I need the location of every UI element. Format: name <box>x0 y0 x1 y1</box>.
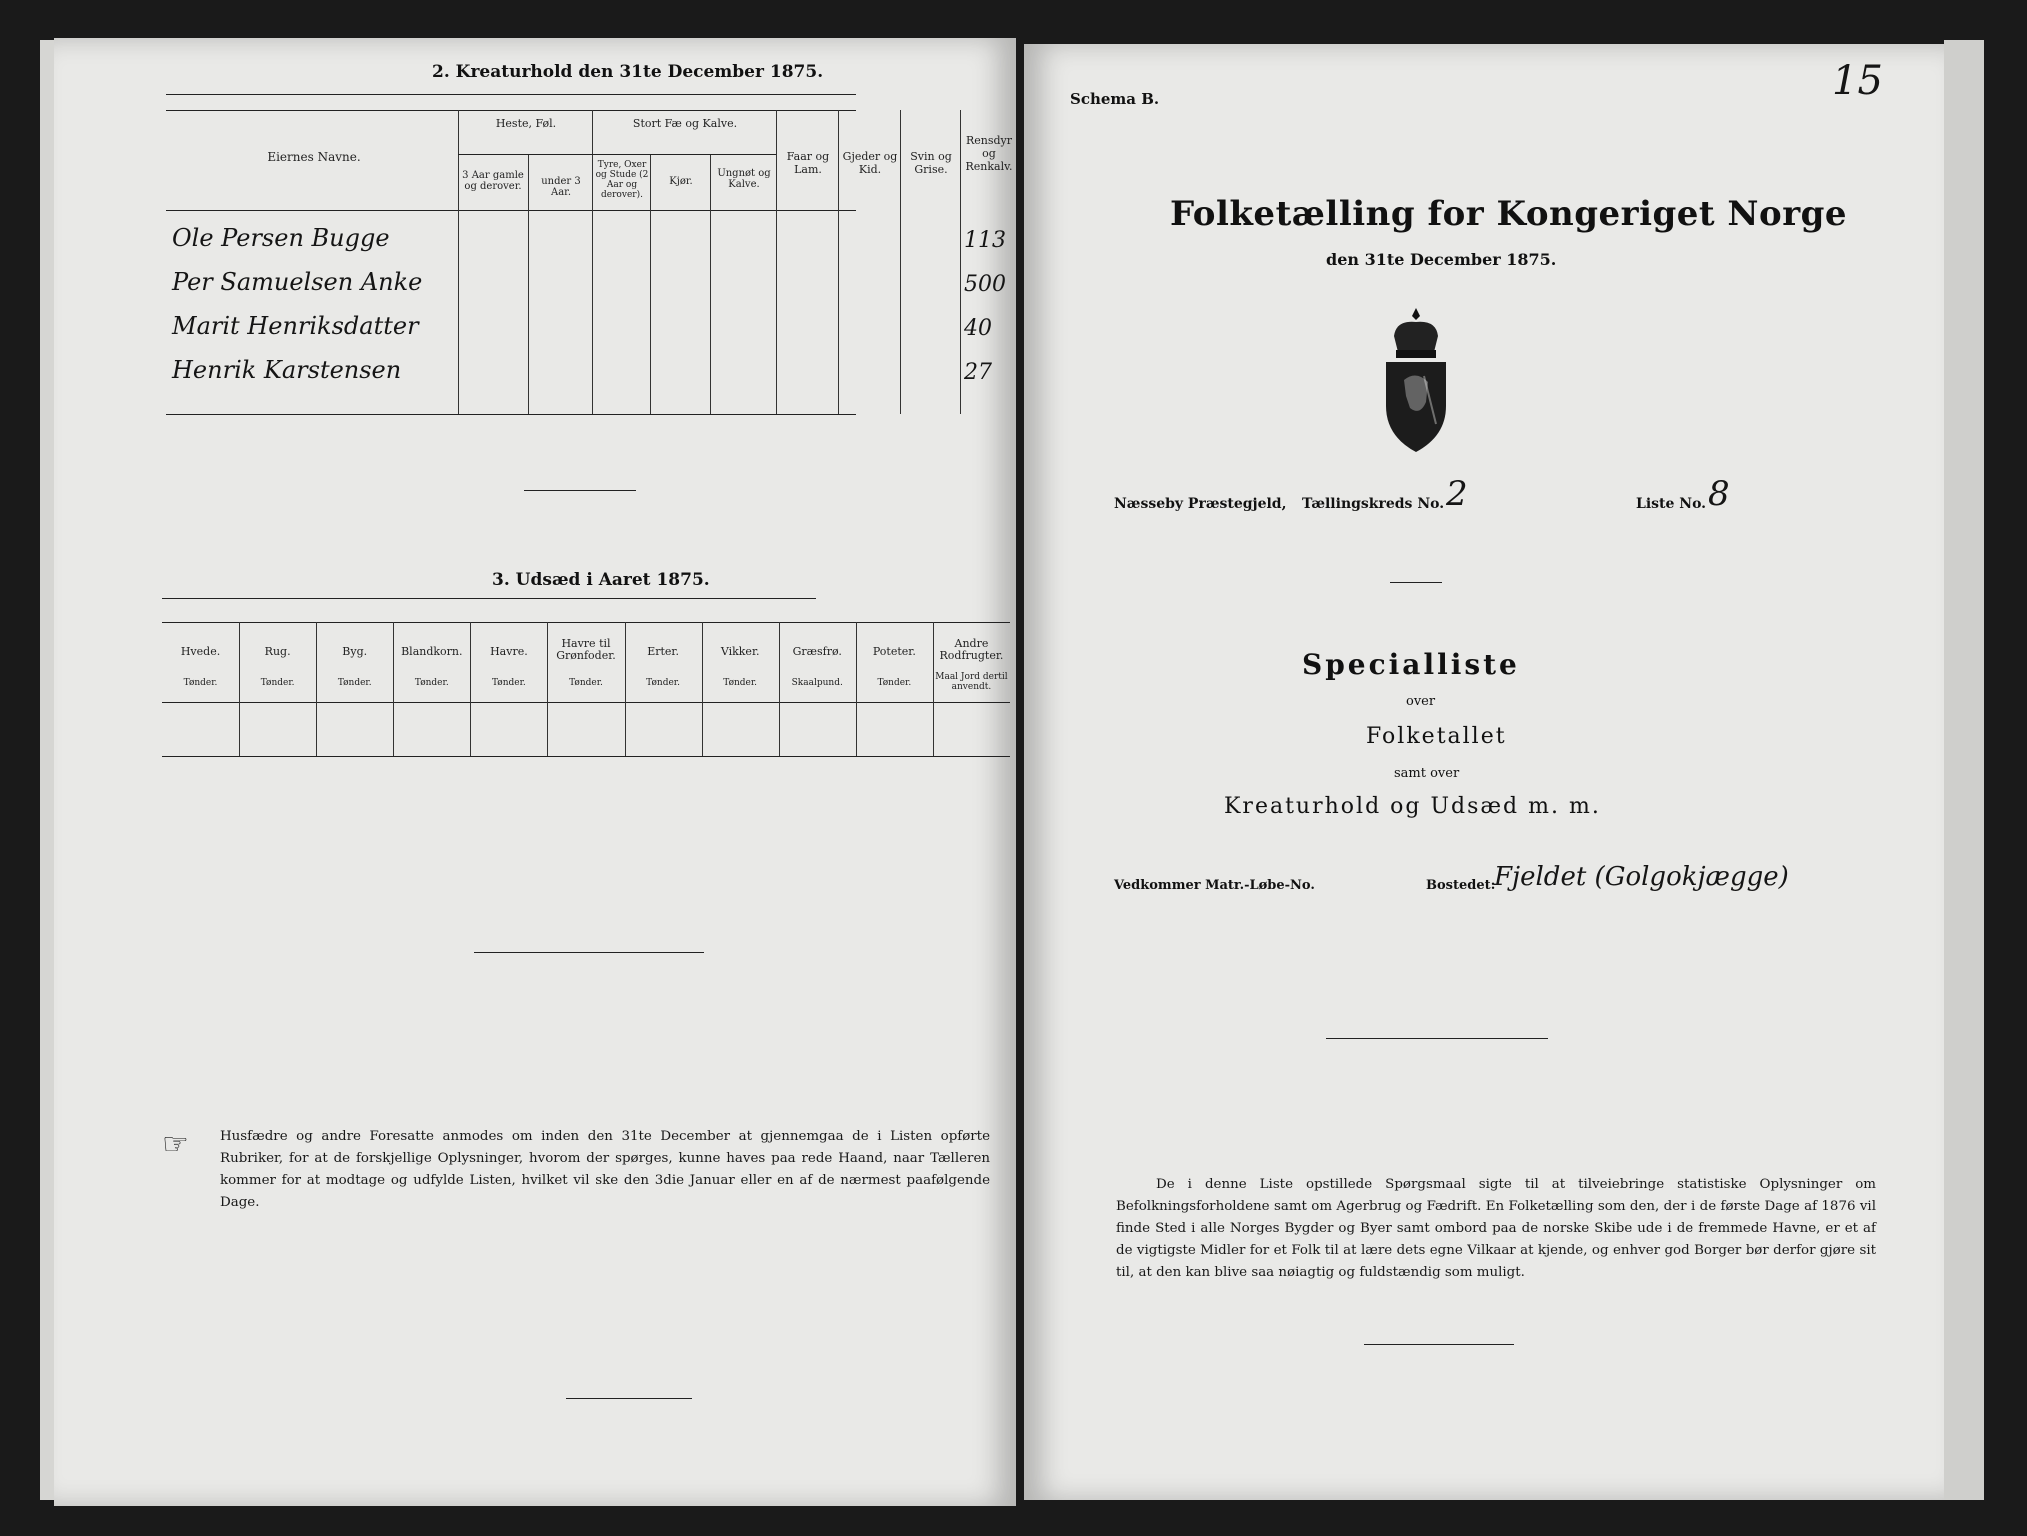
table-row-reindeer-count: 113 <box>964 228 1006 253</box>
table-row-owner-name: Marit Henriksdatter <box>172 312 419 340</box>
right-page <box>1024 44 1944 1500</box>
table-row-owner-name: Per Samuelsen Anke <box>172 268 423 296</box>
table2-col-divider <box>592 110 593 414</box>
table2-col-divider <box>650 154 651 414</box>
table3-col-header: Poteter. <box>872 645 916 658</box>
kreaturhold-title: Kreaturhold og Udsæd m. m. <box>1224 794 1601 819</box>
samt-over-text: samt over <box>1394 766 1460 781</box>
table3-col-unit: Tønder. <box>646 678 680 688</box>
col-cattle-bulls: Tyre, Oxer og Stude (2 Aar og derover). <box>595 160 649 200</box>
col-cattle: Stort Fæ og Kalve. <box>632 117 738 130</box>
table3-col-unit: Tønder. <box>877 678 912 688</box>
separator-rule <box>524 490 636 491</box>
district-label: Tællingskreds No. <box>1302 496 1445 512</box>
table3-col-header: Havre til Grønfoder. <box>556 637 616 662</box>
table3-col-unit: Tønder. <box>569 678 603 688</box>
col-owner-name: Eiernes Navne. <box>267 150 361 164</box>
table-row-reindeer-count: 500 <box>964 272 1006 297</box>
section2-rule <box>166 94 856 95</box>
table3-col-unit: Tønder. <box>723 678 758 688</box>
table2-col-divider <box>838 110 839 414</box>
table3-col-unit: Tønder. <box>492 678 526 688</box>
table3-col-header: Erter. <box>647 645 679 658</box>
table2-subheader-rule <box>458 154 776 155</box>
table2-col-divider <box>900 110 901 414</box>
over-text: over <box>1406 694 1436 709</box>
col-goats: Gjeder og Kid. <box>842 150 898 176</box>
norway-coat-of-arms-emblem <box>1376 306 1456 456</box>
separator-rule <box>1326 1038 1548 1039</box>
table3-col-divider <box>702 622 703 756</box>
explanatory-paragraph: De i denne Liste opstillede Spørgsmaal sigte til at tilveiebringe statistiske Oplysninger om Befolkningsforholdene samt om Agerbrug og Fædrift. En Folketælling som den, der i de første Dage af 1876 vil finde Sted i alle Norges Bygder og Byer samt ombord paa de norske Skibe ude i de fremmede Havne, er et af de vigtigste Midler for et Folk til at lære dets egne Vilkaar at kjende, og enhver god Borger bør derfor gjøre sit til, at den kan blive saa nøiagtig og fuldstændig som muligt. <box>1116 1177 1876 1280</box>
table3-col-divider <box>316 622 317 756</box>
table3-col-header: Rug. <box>264 645 291 658</box>
left-book-edge <box>40 40 54 1500</box>
table2-col-divider <box>710 154 711 414</box>
col-cattle-cows: Kjør. <box>669 176 693 187</box>
district-number: 2 <box>1446 474 1468 514</box>
table3-col-header: Græsfrø. <box>792 645 842 658</box>
table3-col-divider <box>856 622 857 756</box>
table-row-owner-name: Henrik Karstensen <box>172 356 402 384</box>
table3-col-header: Andre Rodfrugter. <box>939 637 1004 662</box>
bosted-label: Bostedet: <box>1426 878 1496 893</box>
table2-top-border <box>166 110 856 111</box>
table3-col-divider <box>393 622 394 756</box>
page-number: 15 <box>1832 58 1883 104</box>
list-number: 8 <box>1708 474 1730 514</box>
ornament-rule <box>1390 582 1442 583</box>
separator-rule <box>566 1398 692 1399</box>
notice-text: Husfædre og andre Foresatte anmodes om inden den 31te December at gjennemgaa de i Listen opførte Rubriker, for at de forskjellige Oplysninger, hvorom der spørges, kunne haves paa rede Haand, naar Tælleren kommer for at modtage og udfylde Listen, hvilket vil ske den 3die Januar eller en af de nærmest paafølgende Dage. <box>220 1129 990 1210</box>
table2-col-divider <box>528 154 529 414</box>
table3-col-header: Byg. <box>342 645 368 658</box>
table3-bottom-border <box>162 756 1010 757</box>
table3-col-unit: Tønder. <box>183 678 218 688</box>
table-row-reindeer-count: 40 <box>964 316 992 341</box>
table3-top-border <box>162 622 1010 623</box>
closing-rule <box>1364 1344 1514 1345</box>
col-horses-young: under 3 Aar. <box>541 176 581 198</box>
table-row-reindeer-count: 27 <box>964 360 992 385</box>
right-book-edge <box>1944 40 1984 1500</box>
special-list-title: Specialliste <box>1302 648 1520 681</box>
table3-col-unit: Maal Jord dertil anvendt. <box>935 672 1008 692</box>
table3-col-unit: Skaalpund. <box>791 678 843 688</box>
list-label: Liste No. <box>1636 496 1707 512</box>
table3-col-unit: Tønder. <box>337 678 372 688</box>
section3-rule <box>162 598 816 599</box>
table3-col-divider <box>470 622 471 756</box>
section2-title: 2. Kreaturhold den 31te December 1875. <box>432 62 824 82</box>
main-title: Folketælling for Kongeriget Norge <box>1170 194 1848 234</box>
table3-col-divider <box>625 622 626 756</box>
col-cattle-young: Ungnøt og Kalve. <box>717 168 771 190</box>
bosted-value: Fjeldet (Golgokjægge) <box>1494 862 1789 892</box>
folketallet-title: Folketallet <box>1366 724 1507 749</box>
section3-title: 3. Udsæd i Aaret 1875. <box>492 570 710 590</box>
col-sheep: Faar og Lam. <box>786 150 830 176</box>
col-pigs: Svin og Grise. <box>910 150 952 176</box>
table3-col-unit: Tønder. <box>260 678 295 688</box>
table3-col-unit: Tønder. <box>414 678 449 688</box>
table-row-owner-name: Ole Persen Bugge <box>172 224 390 252</box>
parish-label: Næsseby Præstegjeld, <box>1114 496 1287 512</box>
col-horses: Heste, Føl. <box>495 117 557 130</box>
table2-col-divider <box>776 110 777 414</box>
col-horses-adult: 3 Aar gamle og derover. <box>462 170 524 192</box>
table3-col-header: Blandkorn. <box>401 645 463 658</box>
table3-col-header: Havre. <box>490 645 528 658</box>
separator-rule <box>474 952 704 953</box>
schema-label: Schema B. <box>1070 90 1160 108</box>
table2-col-divider <box>960 110 961 414</box>
table2-bottom-border <box>166 414 856 415</box>
left-page <box>54 38 1016 1506</box>
date-line: den 31te December 1875. <box>1326 250 1557 269</box>
table3-col-header: Vikker. <box>720 645 760 658</box>
table3-header-border <box>162 702 1010 703</box>
pointing-hand-icon: ☞ <box>162 1127 189 1162</box>
table3-col-header: Hvede. <box>180 645 221 658</box>
col-reindeer: Rensdyr og Renkalv. <box>965 134 1013 173</box>
table3-col-divider <box>779 622 780 756</box>
table2-col-divider <box>458 110 459 414</box>
matr-label: Vedkommer Matr.-Løbe-No. <box>1114 878 1315 893</box>
table3-col-divider <box>239 622 240 756</box>
table2-header-border <box>166 210 856 211</box>
